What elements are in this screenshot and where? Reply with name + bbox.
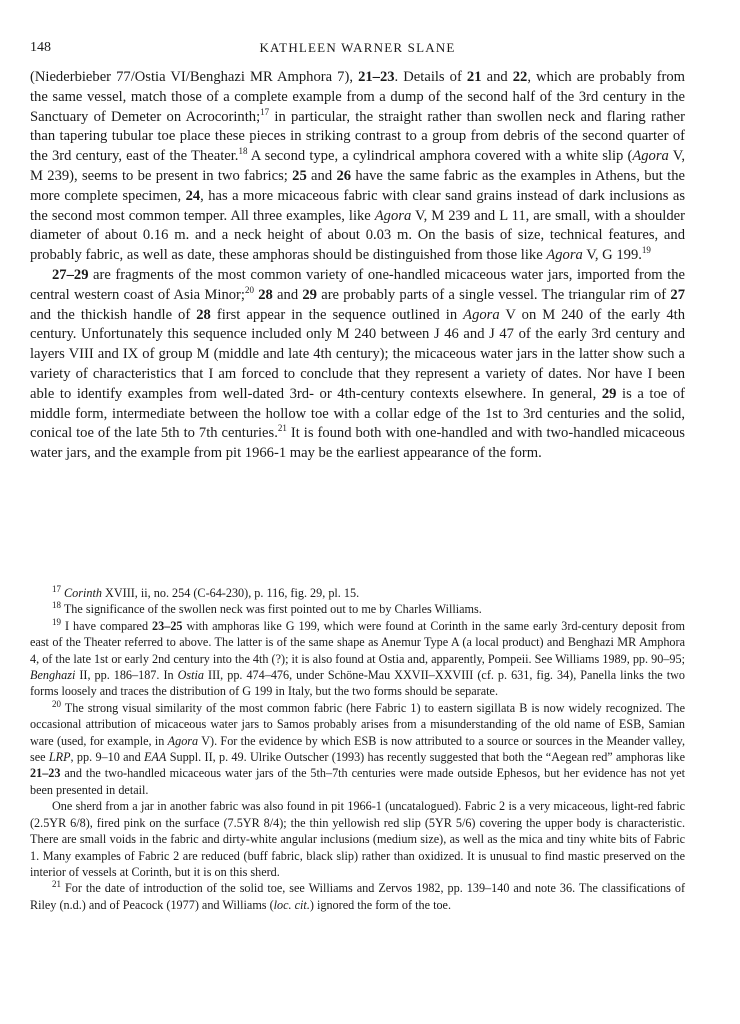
text-run: and xyxy=(306,167,337,184)
note-ref: 17 xyxy=(260,106,270,117)
footnote-18 xyxy=(30,601,685,617)
footnotes xyxy=(30,585,685,913)
text-run: are fragments of the most common variety of one-handled micaceous water jars, imported from the central western coast of Asia Minor; xyxy=(30,266,685,303)
note-ref: 18 xyxy=(52,600,61,611)
footnote-17 xyxy=(30,585,685,601)
text-run: Corinth xyxy=(64,586,102,600)
text-run: ) ignored the form of the toe. xyxy=(309,897,452,912)
text-run: 26 xyxy=(336,167,352,184)
text-run: III, pp. 474–476, under Schöne-Mau XXVII–XXVIII (cf. p. 631, fig. 34), Panella links the two forms loosely and traces the distribution of G 199 in Italy, but the two forms should be separate. xyxy=(30,668,685,699)
text-run: 21 xyxy=(466,69,482,85)
footnote-21 xyxy=(30,880,685,913)
text-run: 27–29 xyxy=(52,266,89,283)
text-run: 28 xyxy=(196,306,211,323)
text-run: , pp. 9–10 and xyxy=(70,750,145,765)
text-run: Agora xyxy=(632,148,669,165)
text-run: 28 xyxy=(258,286,273,303)
text-run: I have compared xyxy=(61,618,153,633)
text-run: and the two-handled micaceous water jars of the 5th–7th centuries were made outside Ephesos, but her evidence has not yet been presented in detail. xyxy=(30,766,685,797)
text-run: , has a more micaceous fabric with clear sand grains instead of dark inclusions as the second most common temper. All three examples, like xyxy=(30,187,685,224)
text-run: Suppl. II, p. 49. Ulrike Outscher (1993) has recently suggested that both the “Aegean red” amphoras like xyxy=(166,750,685,765)
text-run: It is found both with one-handled and with two-handled micaceous water jars, and the example from pit 1966-1 may be the earliest appearance of the form. xyxy=(30,425,685,462)
text-run: 21–23 xyxy=(358,69,395,85)
paragraph-1 xyxy=(30,68,685,266)
footnote-19 xyxy=(30,618,685,700)
text-run: One sherd from a jar in another fabric was also found in pit 1966-1 (uncatalogued). Fabric 2 is a very micaceous, light-red fabric (2.5YR 6/8), fired pink on the surface (7.5YR 8/4); the thin yellowish red slip (5YR 5/6) covering the upper body is characteristic. There are small voids in the fabric and dirty-white angular inclusions (medium size), as well as the mica and tiny white bits of Fabric 1. Many examples of Fabric 2 are reduced (buff fabric, black slip) rather than oxidized. It is unusual to find mastic preserved on the interior of vessels at Corinth, but it is on this sherd. xyxy=(30,799,685,879)
text-run: first appear in the sequence outlined in xyxy=(210,306,464,323)
text-run: 29 xyxy=(601,385,617,402)
text-run: 23–25 xyxy=(152,618,183,633)
text-run: V, M 239), seems to be present in two fabrics; xyxy=(30,148,685,184)
text-run: EAA xyxy=(144,750,167,765)
note-ref: 19 xyxy=(641,245,651,256)
text-run: and xyxy=(481,69,513,85)
text-run: LRP xyxy=(48,750,71,765)
text-run: in particular, the straight rather than swollen neck and flaring rather than tapering tubular toe place these pieces in striking contrast to a group from debris of the second quarter of the 3rd century, east of the Theater. xyxy=(30,108,685,165)
text-run: V). For the evidence by which ESB is now attributed to a source or sources in the Meander valley, see xyxy=(30,733,685,765)
note-ref: 19 xyxy=(52,616,61,627)
text-run: A second type, a cylindrical amphora covered with a white slip ( xyxy=(247,148,633,165)
note-ref: 17 xyxy=(52,583,61,594)
text-run: . Details of xyxy=(394,69,467,85)
note-ref: 21 xyxy=(52,879,61,890)
text-run: , which are probably from the same vessel, match those of a complete example from a dump of the second half of the 3rd century in the Sanctuary of Demeter on Acrocorinth; xyxy=(30,69,685,125)
text-run: V, M 239 and L 11, are small, with a shoulder diameter of about 0.16 m. and a neck height of about 0.03 m. On the basis of size, technical features, and probably fabric, as well as date, these amphoras should be distinguished from those like xyxy=(30,207,685,264)
text-run: Agora xyxy=(463,306,500,323)
text-run: and the thickish handle of xyxy=(30,306,197,323)
text-run: are probably parts of a single vessel. The triangular rim of xyxy=(316,286,671,303)
text-run: Agora xyxy=(167,733,199,748)
text-run: The significance of the swollen neck was first pointed out to me by Charles Williams. xyxy=(61,602,482,617)
main-text xyxy=(30,68,685,464)
text-run: Ostia xyxy=(177,668,205,683)
text-run: Benghazi xyxy=(30,668,76,683)
note-ref: 18 xyxy=(238,146,248,157)
text-run: with amphoras like G 199, which were found at Corinth in the same early 3rd-century deposit from east of the Theater referred to above. The latter is of the same shape as Anemur Type A (a local product) and Benghazi MR Amphora 4, of the late 1st or early 2nd century into the 4th (?); it is also found at Ostia and, apparently, Pompeii. See Williams 1989, pp. 90–95; xyxy=(30,618,685,666)
paragraph-2 xyxy=(30,266,685,464)
note-ref: 21 xyxy=(277,423,287,434)
text-run: loc. cit. xyxy=(273,897,310,912)
page-header xyxy=(30,40,685,60)
text-run: 29 xyxy=(302,286,317,303)
footnote-20-continued xyxy=(30,798,685,880)
text-run: (Niederbieber 77/Ostia VI/Benghazi MR Amphora 7), xyxy=(30,69,359,85)
note-ref: 20 xyxy=(244,284,254,295)
text-run: For the date of introduction of the solid toe, see Williams and Zervos 1982, pp. 139–140 and note 36. The classifications of Riley (n.d.) and of Peacock (1977) and Williams ( xyxy=(30,881,685,912)
text-run: The strong visual similarity of the most common fabric (here Fabric 1) to eastern sigillata B is now widely recognized. The occasional attribution of micaceous water jars to Samos probably arises from a misunderstanding of the old name of ESB, Samian ware (used, for example, in xyxy=(30,700,685,748)
text-run: Agora xyxy=(546,247,583,264)
text-run: V, G 199. xyxy=(582,247,642,264)
text-run: 25 xyxy=(292,167,307,184)
footnote-20 xyxy=(30,700,685,798)
text-run: 27 xyxy=(670,286,685,303)
page-number: 148 xyxy=(30,40,51,55)
text-run: 24 xyxy=(185,187,201,204)
text-run: is a toe of middle form, intermediate between the hollow toe with a collar edge of the 1st to 3rd centuries and the solid, conical toe of the late 5th to 7th centuries. xyxy=(30,385,685,442)
text-run: have the same fabric as the examples in Athens, but the more complete specimen, xyxy=(30,167,685,204)
text-run: XVIII, ii, no. 254 (C-64-230), p. 116, fig. 29, pl. 15. xyxy=(101,586,360,600)
text-run: 21–23 xyxy=(30,766,61,781)
text-run: V on M 240 of the early 4th century. Unfortunately this sequence included only M 240 between J 46 and J 47 of the early 3rd century and layers VIII and IX of group M (middle and late 4th century); the micaceous water jars in the latter show such a variety of characteristics that I am forced to conclude that they represent a variety of dates. Nor have I been able to identify examples from well-dated 3rd- or 4th-century contexts elsewhere. In general, xyxy=(30,306,685,402)
note-ref: 20 xyxy=(52,698,61,709)
text-run: II, pp. 186–187. In xyxy=(75,668,178,683)
text-run: 22 xyxy=(512,69,528,85)
text-run: and xyxy=(272,286,303,303)
text-run: Agora xyxy=(374,207,412,224)
running-title: KATHLEEN WARNER SLANE xyxy=(259,40,456,55)
